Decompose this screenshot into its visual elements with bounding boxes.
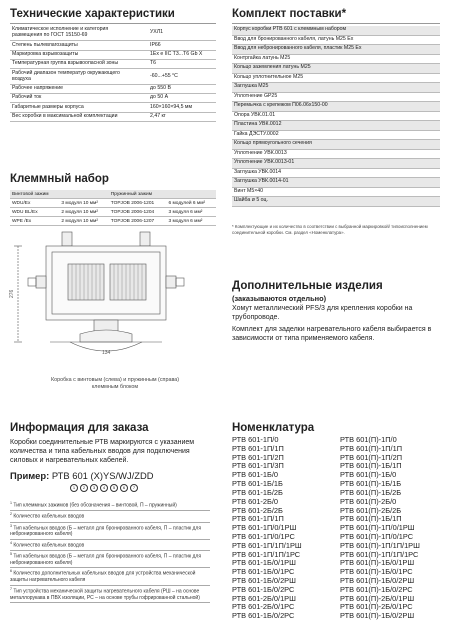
kit-item: Гайка ДЭСТУ.0002 — [232, 130, 440, 140]
clamps-header-cell — [59, 190, 108, 199]
spec-label: Рабочий ток — [10, 94, 140, 103]
kit-rule — [232, 23, 440, 24]
spec-row — [10, 94, 216, 103]
clamps-cell: 3 модуля 6 мм² — [166, 217, 216, 226]
kit-row — [232, 35, 440, 45]
kit-item: Заглушка M25 — [232, 83, 440, 93]
nomenclature-item: РТВ 601(П)-1Б/0/1РШ — [340, 558, 415, 568]
spec-label: Габаритные размеры корпуса — [10, 103, 140, 112]
example-code: РТВ 601 (X)YS/WJ/ZDD — [51, 470, 154, 481]
nomenclature-item: РТВ 601(П)-1П/0 — [340, 435, 397, 444]
marker-circle: 1 — [70, 484, 78, 492]
clamps-row — [10, 217, 216, 226]
example-label: Пример: — [10, 470, 50, 481]
kit-item: Уплотнение УВК.0013 — [232, 149, 440, 159]
spec-label: Маркировка взрывозащиты — [10, 50, 140, 59]
legend-number: 4 — [10, 540, 12, 545]
spec-value: Т6 — [140, 60, 216, 69]
nomenclature-item: РТВ 601-1П/2П — [232, 452, 284, 462]
specs-title: Технические характеристики — [10, 8, 175, 20]
kit-row — [232, 102, 440, 112]
order-legend — [10, 500, 210, 603]
marker-circle: 5 — [110, 484, 118, 492]
kit-table — [232, 26, 440, 207]
nomenclature-item: РТВ 601-1П/1П/1РС — [232, 549, 301, 559]
nomenclature-item: РТВ 601-1П/0/1РШ — [232, 523, 297, 533]
kit-item: Винт M5×40 — [232, 187, 440, 197]
kit-item: Пластина УВК.0012 — [232, 121, 440, 131]
nomenclature-item: РТВ 601(П)-2Б/2Б — [340, 505, 402, 515]
clamps-cell: TOPJOB 2006-1207 — [109, 217, 167, 226]
specs-rule — [10, 23, 216, 24]
spec-row — [10, 84, 216, 93]
legend-text: Тип клеммных зажимов (без обозначения – винтовой, П – пружинный) — [13, 502, 177, 509]
spec-label: Вес коробки в максимальной комплектации — [10, 112, 140, 121]
clamps-row — [10, 208, 216, 217]
clamps-cell: 3 модуля 6 мм² — [166, 208, 216, 217]
kit-item: Кольцо прямоугольного сечения — [232, 140, 440, 150]
clamps-cell: 2 модуля 10 мм² — [59, 208, 108, 217]
legend-text: Тип кабельных вводов (Б – металл для бронированного кабеля, П – пластик для небронированного кабеля) — [10, 525, 202, 538]
nomenclature-col-2 — [340, 436, 420, 621]
nomenclature-item: РТВ 601(П)-1П/0/1РШ — [340, 523, 415, 533]
legend-text: Количество дополнительных кабельных вводов для устройства механической защиты нагревательного кабеля — [10, 571, 196, 584]
clamps-cell: TOPJOB 2006-1204 — [109, 208, 167, 217]
spec-row — [10, 103, 216, 112]
kit-item: Ввод для бронированного кабеля, латунь M25 Ex — [232, 35, 440, 45]
nomenclature-item: РТВ 601(П)-1Б/0/2РС — [340, 584, 413, 594]
drawing-caption: Коробка с винтовым (слева) и пружинным (справа) клеммным блоком — [50, 377, 180, 390]
nomenclature-item: РТВ 601-1Б/2Б — [232, 487, 283, 497]
spec-value: до 550 В — [140, 84, 216, 93]
spec-row — [10, 26, 216, 41]
marker-circle: 2 — [80, 484, 88, 492]
kit-row — [232, 83, 440, 93]
clamps-cell: WDU BL/Ex — [10, 208, 59, 217]
legend-number: 5 — [10, 552, 12, 557]
spec-label: Температурная группа взрывоопасной зоны — [10, 60, 140, 69]
nomenclature-item: РТВ 601-1П/1П — [232, 443, 284, 453]
kit-item: Заглушка УВК.0014-01 — [232, 178, 440, 188]
legend-number: 6 — [10, 569, 12, 574]
legend-item — [10, 523, 210, 540]
spec-value: 1Ex e IIC T3...T6 Gb X — [140, 50, 216, 59]
spec-value: УХЛ1 — [140, 26, 216, 41]
kit-row — [232, 187, 440, 197]
spec-value: до 50 А — [140, 94, 216, 103]
clamps-header-cell: Винтовой зажим — [10, 190, 59, 199]
nomenclature-item: РТВ 601-1Б/1Б — [232, 479, 283, 489]
kit-row — [232, 178, 440, 188]
nomenclature-item: РТВ 601-2Б/0/1РШ — [232, 593, 296, 603]
order-text: Коробки соединительные РТВ маркируются с указанием количества и типа кабельных вводов для подключения силовых и нагревательных кабелей. — [10, 439, 195, 465]
spec-value: -60...+55 °С — [140, 69, 216, 84]
spec-row — [10, 112, 216, 121]
width-dimension: 134 — [102, 350, 111, 356]
kit-row — [232, 64, 440, 74]
nomenclature-item: РТВ 601(П)-1П/0/1РС — [340, 531, 414, 541]
clamps-cell: WPE /Ex — [10, 217, 59, 226]
extras-subtitle: (заказываются отдельно) — [232, 294, 327, 303]
nomenclature-item: РТВ 601(П)-1Б/1П — [340, 461, 402, 471]
kit-item: Кольцо заземления латунь M25 — [232, 64, 440, 74]
marker-circle: 7 — [130, 484, 138, 492]
clamps-cell: 3 модуля 10 мм² — [59, 199, 108, 208]
nomenclature-item: РТВ 601(П)-1Б/1П — [340, 514, 402, 524]
marker-circle: 6 — [120, 484, 128, 492]
legend-number: 1 — [10, 501, 12, 505]
kit-row — [232, 121, 440, 131]
nomenclature-item: РТВ 601(П)-1П/1П/1РС — [340, 549, 419, 559]
clamps-header-cell — [166, 190, 216, 199]
nomenclature-item: РТВ 601(П)-1Б/0/2РШ — [340, 611, 415, 621]
legend-number: 3 — [10, 523, 12, 528]
spec-label: Рабочий диапазон температур окружающего воздуха — [10, 69, 140, 84]
clamps-cell: 2 модуля 10 мм² — [59, 217, 108, 226]
extras-p1: Хомут металлический PFS/3 для крепления коробки на трубопроводе. — [232, 305, 413, 322]
legend-item — [10, 500, 210, 511]
clamps-header-cell: Пружинный зажим — [109, 190, 167, 199]
specs-table — [10, 26, 216, 122]
nomenclature-item: РТВ 601(П)-1Б/0 — [340, 470, 397, 480]
spec-label: Рабочее напряжение — [10, 84, 140, 93]
clamps-title: Клеммный набор — [10, 173, 109, 185]
kit-item: Шайба ø 5 оц. — [232, 197, 440, 207]
spec-row — [10, 41, 216, 50]
clamps-cell: 6 модулей 6 мм² — [166, 199, 216, 208]
nomenclature-item: РТВ 601-2Б/2Б — [232, 505, 283, 515]
kit-item: Ввод для небронированного кабеля, пластик M25 Ex — [232, 45, 440, 55]
nomenclature-item: РТВ 601-1Б/0/1РШ — [232, 558, 296, 568]
spec-row — [10, 60, 216, 69]
clamps-table — [10, 190, 216, 226]
nomenclature-item: РТВ 601-1Б/0/2РШ — [232, 576, 296, 585]
kit-row — [232, 149, 440, 159]
nomenclature-item: РТВ 601-1Б/0/2РС — [232, 584, 295, 594]
kit-item: Перемычка с крепежом П06.06х150-00 — [232, 102, 440, 112]
legend-text: Количество кабельных вводов — [13, 542, 85, 549]
nomenclature-item: РТВ 601-2Б/0 — [232, 496, 279, 506]
nomenclature-item: РТВ 601-1Б/0/2РС — [232, 611, 295, 621]
nomenclature-item: РТВ 601-1Б/0 — [232, 470, 279, 480]
kit-row — [232, 130, 440, 140]
marker-circle: 3 — [90, 484, 98, 492]
height-dimension: 276 — [9, 289, 15, 298]
clamps-cell: WDU/Ex — [10, 199, 59, 208]
nomenclature-item: РТВ 601(П)-2Б/0 — [340, 496, 397, 506]
nomenclature-item: РТВ 601(П)-1П/2П — [340, 452, 403, 462]
kit-item: Контргайка латунь M25 — [232, 54, 440, 64]
spec-label: Климатическое исполнение и категория размещения по ГОСТ 15150-69 — [10, 26, 140, 41]
nomenclature-item: РТВ 601-1Б/0/1РС — [232, 567, 295, 577]
nomenclature-title: Номенклатура — [232, 422, 315, 434]
clamps-cell: TOPJOB 2006-1201 — [109, 199, 167, 208]
kit-row — [232, 54, 440, 64]
kit-item: Уплотнение УВК.0013-01 — [232, 159, 440, 169]
kit-footnote: * Комплектующие и их количество в соответствии с выбранной маркировкой/ типоисполнением соединительной коробки. См. раздел «Номенклатура». — [232, 224, 428, 235]
example-markers — [70, 484, 140, 492]
kit-row — [232, 197, 440, 207]
order-example — [10, 470, 154, 481]
legend-text: Тип кабельных вводов (Б – металл для бронированного кабеля, П – пластик для небронированного кабеля) — [10, 553, 202, 566]
kit-item: Уплотнение GP25 — [232, 92, 440, 102]
kit-row — [232, 45, 440, 55]
spec-row — [10, 69, 216, 84]
nomenclature-item: РТВ 601-2Б/0/1РС — [232, 602, 295, 612]
legend-number: 7 — [10, 586, 12, 591]
nomenclature-item: РТВ 601(П)-1Б/2Б — [340, 487, 402, 497]
marker-circle: 4 — [100, 484, 108, 492]
kit-item: Опора УВК.01.01 — [232, 111, 440, 121]
kit-row — [232, 111, 440, 121]
nomenclature-item: РТВ 601(П)-1Б/0/1РС — [340, 567, 413, 577]
legend-text: Количество кабельных вводов — [13, 513, 85, 520]
clamps-header — [10, 190, 216, 199]
kit-title: Комплект поставки* — [232, 8, 347, 20]
nomenclature-item: РТВ 601-1П/3П — [232, 461, 284, 471]
nomenclature-item: РТВ 601(П)-1Б/1Б — [340, 479, 402, 489]
junction-box-drawing — [10, 230, 216, 370]
clamps-row — [10, 199, 216, 208]
kit-row — [232, 140, 440, 150]
extras-title: Дополнительные изделия — [232, 280, 383, 292]
spec-value: 2,47 кг — [140, 112, 216, 121]
extras-p2: Комплект для заделки нагревательного кабеля выбирается в зависимости от типа применяемого кабеля. — [232, 326, 432, 343]
nomenclature-item: РТВ 601(П)-1П/1П/1РШ — [340, 540, 420, 550]
kit-row — [232, 168, 440, 178]
kit-row — [232, 26, 440, 35]
spec-value: IP66 — [140, 41, 216, 50]
kit-row — [232, 92, 440, 102]
legend-item — [10, 540, 210, 551]
legend-item — [10, 568, 210, 585]
nomenclature-item: РТВ 601(П)-1П/1П — [340, 443, 403, 453]
nomenclature-item: РТВ 601-1П/1П — [232, 514, 284, 524]
kit-item: Корпус коробки РТВ 601 с клеммным набором — [232, 26, 440, 35]
nomenclature-item: РТВ 601(П)-1Б/0/2РШ — [340, 576, 415, 585]
legend-item — [10, 511, 210, 522]
legend-number: 2 — [10, 512, 12, 517]
legend-item — [10, 551, 210, 568]
spec-row — [10, 50, 216, 59]
spec-label: Степень пылевлагозащиты — [10, 41, 140, 50]
nomenclature-item: РТВ 601-1П/0 — [232, 435, 279, 444]
kit-item: Заглушка УВК.0014 — [232, 168, 440, 178]
kit-item: Кольцо уплотнительное M25 — [232, 73, 440, 83]
legend-item — [10, 586, 210, 603]
nomenclature-item: РТВ 601-1П/0/1РС — [232, 531, 295, 541]
spec-value: 160×160×94,5 мм — [140, 103, 216, 112]
nomenclature-col-1 — [232, 436, 302, 621]
kit-row — [232, 159, 440, 169]
nomenclature-item: РТВ 601-1П/1П/1РШ — [232, 540, 302, 550]
nomenclature-item: РТВ 601(П)-2Б/0/1РШ — [340, 593, 415, 603]
legend-text: Тип устройства механической защиты нагревательного кабеля (РШ – на основе металлорукава в ПВХ изоляции, РС – на основе трубы гофрированной стальной) — [10, 588, 200, 601]
kit-row — [232, 73, 440, 83]
order-title: Информация для заказа — [10, 422, 149, 434]
nomenclature-item: РТВ 601(П)-2Б/0/1РС — [340, 602, 413, 612]
